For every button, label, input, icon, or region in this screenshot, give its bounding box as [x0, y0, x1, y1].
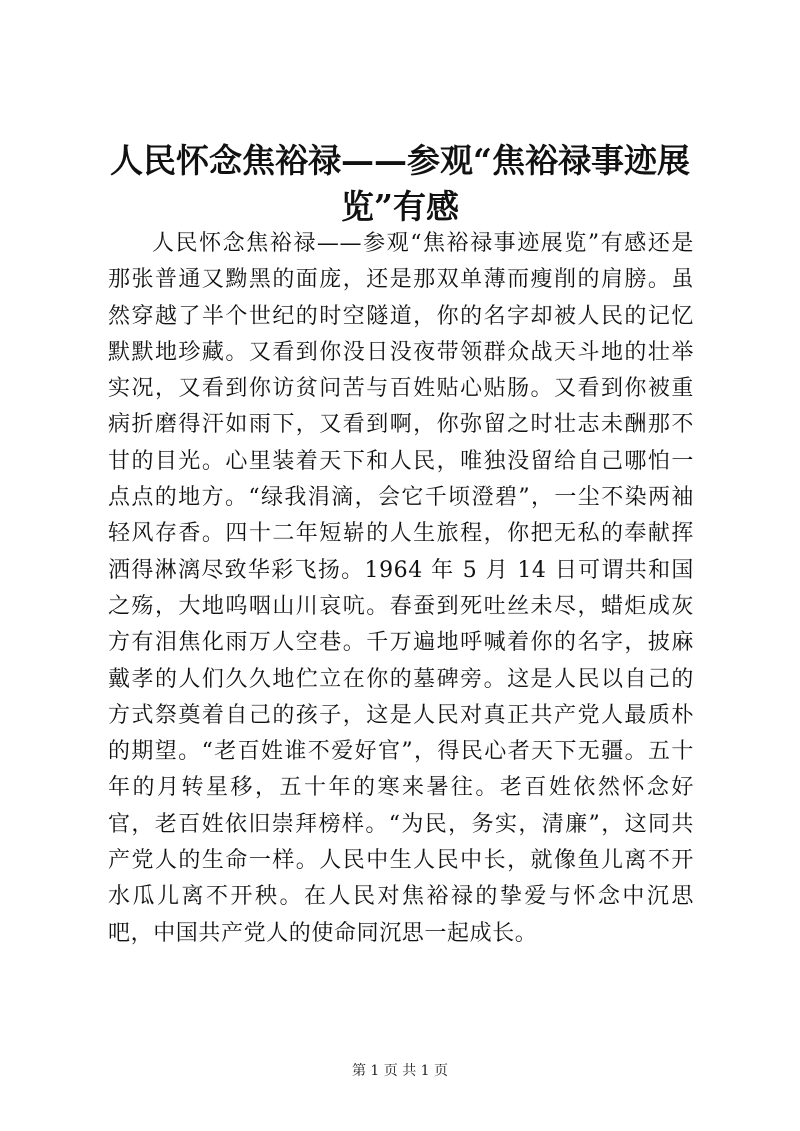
- body-paragraph: 人民怀念焦裕禄——参观“焦裕禄事迹展览”有感还是那张普通又黝黑的面庞，还是那双单薄而瘦削的肩膀。虽然穿越了半个世纪的时空隧道，你的名字却被人民的记忆默默地珍藏。又看到你没日没夜带领群众战天斗地的壮举实况，又看到你访贫问苦与百姓贴心贴肠。又看到你被重病折磨得汗如雨下，又看到啊，你弥留之时壮志未酬那不甘的目光。心里装着天下和人民，唯独没留给自己哪怕一点点的地方。“绿我涓滴，会它千顷澄碧”，一尘不染两袖轻风存香。四十二年短崭的人生旅程，你把无私的奉献挥洒得淋漓尽致华彩飞扬。1964 年 5 月 14 日可谓共和国之殇，大地呜咽山川哀吭。春蚕到死吐丝未尽，蜡炬成灰方有泪焦化雨万人空巷。千万遍地呼喊着你的名字，披麻戴孝的人们久久地伫立在你的墓碑旁。这是人民以自己的方式祭奠着自己的孩子，这是人民对真正共产党人最质朴的期望。“老百姓谁不爱好官”，得民心者天下无疆。五十年的月转星移，五十年的寒来暑往。老百姓依然怀念好官，老百姓依旧崇拜榜样。“为民，务实，清廉”，这同共产党人的生命一样。人民中生人民中长，就像鱼儿离不开水瓜儿离不开秧。在人民对焦裕禄的挚爱与怀念中沉思吧，中国共产党人的使命同沉思一起成长。: [108, 231, 694, 946]
- page-number-footer: 第 1 页 共 1 页: [351, 1063, 449, 1079]
- document-title: 人民怀念焦裕禄——参观“焦裕禄事迹展览”有感: [110, 141, 690, 226]
